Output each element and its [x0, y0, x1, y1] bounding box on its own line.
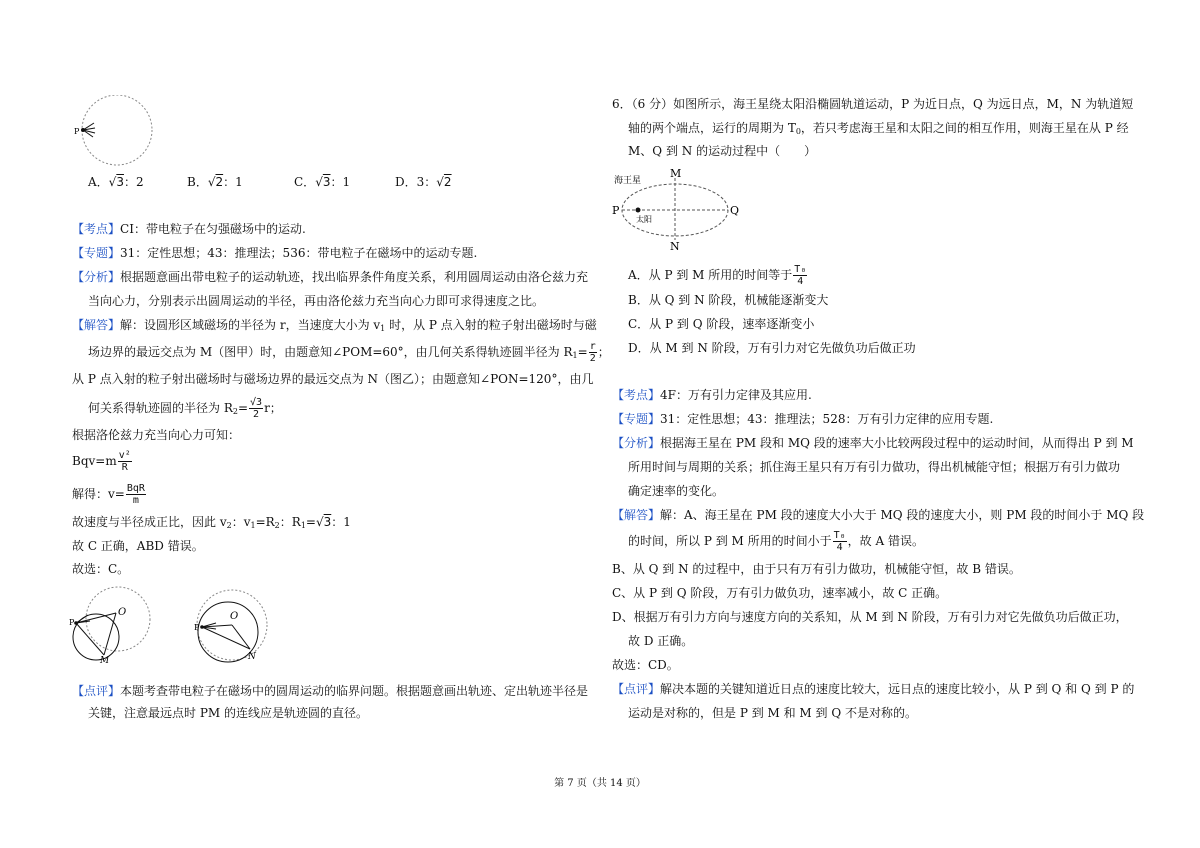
figure-ellipse-orbit: [610, 166, 750, 254]
answer-options: [88, 174, 452, 190]
fenxi-right-2: 所用时间与周期的关系；抓住海王星只有万有引力做功，得出机械能守恒；根据万有引力做功: [628, 460, 1121, 474]
fig3-label-p: P: [194, 623, 200, 632]
label-p: P: [612, 204, 620, 217]
tag-fenxi: 【分析】: [72, 270, 121, 284]
option-c: C．√3：1: [294, 175, 351, 189]
jieda-right-1: 【解答】解：A、海王星在 PM 段的速度大小大于 MQ 段的速度大小，则 PM 段的时间小于 MQ 段: [612, 508, 1145, 522]
figure-yi: [192, 585, 272, 665]
jieda-left-6: Bqv=m $\frac{\text{v²}}{R}$: [72, 450, 131, 473]
q6-option-a: A．从 P 到 M 所用的时间等于 $\frac{\text{T₀}}{4}$: [628, 264, 807, 287]
zhuanti-left: 【专题】31：定性思想；43：推理法；536：带电粒子在磁场中的运动专题.: [72, 246, 478, 260]
label-q: Q: [730, 204, 740, 217]
fig2-label-p: P: [69, 618, 75, 627]
page-footer: 第 7 页（共 14 页）: [554, 778, 646, 789]
tag-jieda: 【解答】: [72, 318, 121, 332]
jieda-left-10: 故选：C。: [72, 562, 130, 576]
jieda-right-4: C、从 P 到 Q 阶段，万有引力做负功，速率减小，故 C 正确。: [612, 586, 948, 600]
kaodian-left: 【考点】CI：带电粒子在匀强磁场中的运动.: [72, 222, 306, 236]
fenxi-right-1: 【分析】根据海王星在 PM 段和 MQ 段的速率大小比较两段过程中的运动时间，从而得出 P 到 M: [612, 436, 1134, 450]
q6-option-c: C．从 P 到 Q 阶段，速率逐渐变小: [628, 317, 815, 331]
option-b: B．√2：1: [187, 175, 243, 189]
jieda-left-7: 解得：v= $\frac{\text{BqR}}{m}$: [72, 483, 145, 506]
jieda-right-5: D、根据万有引力方向与速度方向的关系知，从 M 到 N 阶段，万有引力对它先做负功后做正功，: [612, 610, 1128, 624]
q6-line-3: M、Q 到 N 的运动过程中（ ）: [628, 144, 817, 158]
figure-circle-p: [72, 95, 156, 167]
fenxi-left-2: 当向心力，分别表示出圆周运动的半径，再由洛伦兹力充当向心力即可求得速度之比。: [88, 294, 545, 308]
q6-line-2: 轴的两个端点，运行的周期为 $T_0$，若只考虑海王星和太阳之间的相互作用，则海王星在从 P 经: [628, 121, 1129, 136]
fig2-label-o: O: [118, 607, 127, 618]
option-d: D．3：√2: [395, 175, 452, 189]
fenxi-right-3: 确定速率的变化。: [628, 484, 725, 498]
jieda-right-3: B、从 Q 到 N 的过程中，由于只有万有引力做功，机械能守恒，故 B 错误。: [612, 562, 1021, 576]
jieda-left-5: 根据洛伦兹力充当向心力可知：: [72, 428, 241, 442]
label-m: M: [670, 167, 682, 180]
tag-zhuanti: 【专题】: [72, 246, 121, 260]
fig3-label-n: N: [248, 652, 256, 662]
dianping-right-2: 运动是对称的，但是 P 到 M 和 M 到 Q 不是对称的。: [628, 706, 918, 720]
tag-jieda-right: 【解答】: [612, 508, 661, 522]
label-sun: 太阳: [636, 215, 652, 224]
jieda-right-7: 故选：CD。: [612, 658, 679, 672]
tag-zhuanti-right: 【专题】: [612, 412, 661, 426]
fig1-label-p: P: [74, 127, 80, 136]
q6-line-1: 6．（6 分）如图所示，海王星绕太阳沿椭圆轨道运动，P 为近日点，Q 为远日点，M，N 为轨道短: [612, 97, 1134, 111]
jieda-left-8: 故速度与半径成正比，因此 $v_2$：$v_1=R_2$：$R_1=√3$：1: [72, 515, 351, 530]
kaodian-right: 【考点】4F：万有引力定律及其应用.: [612, 388, 812, 402]
jieda-right-2: 的时间，所以 P 到 M 所用的时间小于 $\frac{\text{T₀}}{4}$ ，故 A 错误。: [628, 530, 924, 553]
q6-option-b: B．从 Q 到 N 阶段，机械能逐渐变大: [628, 293, 829, 307]
zhuanti-right: 【专题】31：定性思想；43：推理法；528：万有引力定律的应用专题.: [612, 412, 994, 426]
q6-option-d: D．从 M 到 N 阶段，万有引力对它先做负功后做正功: [628, 341, 916, 355]
jieda-left-3: 从 P 点入射的粒子射出磁场时与磁场边界的最远交点为 N（图乙）；由题意知∠PON=120°，由几: [72, 372, 594, 386]
tag-kaodian-right: 【考点】: [612, 388, 661, 402]
figure-jia: [68, 585, 158, 665]
fig2-label-m: M: [100, 656, 110, 665]
dianping-right-1: 【点评】解决本题的关键知道近日点的速度比较大，远日点的速度比较小，从 P 到 Q 和 Q 到 P 的: [612, 682, 1135, 696]
dianping-left-1: 【点评】本题考查带电粒子在磁场中的圆周运动的临界问题。根据题意画出轨迹、定出轨迹半径是: [72, 684, 589, 698]
tag-fenxi-right: 【分析】: [612, 436, 661, 450]
label-n: N: [670, 240, 680, 253]
option-a: A．√3：2: [88, 175, 144, 189]
fig3-label-o: O: [230, 611, 239, 622]
dianping-left-2: 关键，注意最远点时 PM 的连线应是轨迹圆的直径。: [88, 706, 368, 720]
tag-dianping: 【点评】: [72, 684, 121, 698]
label-neptune: 海王星: [614, 176, 642, 186]
jieda-left-9: 故 C 正确，ABD 错误。: [72, 539, 204, 553]
fenxi-left-1: 【分析】根据题意画出带电粒子的运动轨迹，找出临界条件角度关系，利用圆周运动由洛仑兹力充: [72, 270, 589, 284]
jieda-left-2: 场边界的最远交点为 M（图甲）时，由题意知∠POM=60°，由几何关系得轨迹圆半径为 $R_1=$ $\frac{r}{2}$ ；: [88, 341, 610, 364]
tag-dianping-right: 【点评】: [612, 682, 661, 696]
tag-kaodian: 【考点】: [72, 222, 121, 236]
jieda-left-1: 【解答】解：设圆形区域磁场的半径为 r，当速度大小为 $v_1$ 时，从 P 点入射的粒子射出磁场时与磁: [72, 318, 597, 333]
jieda-right-6: 故 D 正确。: [628, 634, 694, 648]
jieda-left-4: 何关系得轨迹圆的半径为 $R_2=$ $\frac{√3}{2}$ r；: [88, 397, 282, 420]
